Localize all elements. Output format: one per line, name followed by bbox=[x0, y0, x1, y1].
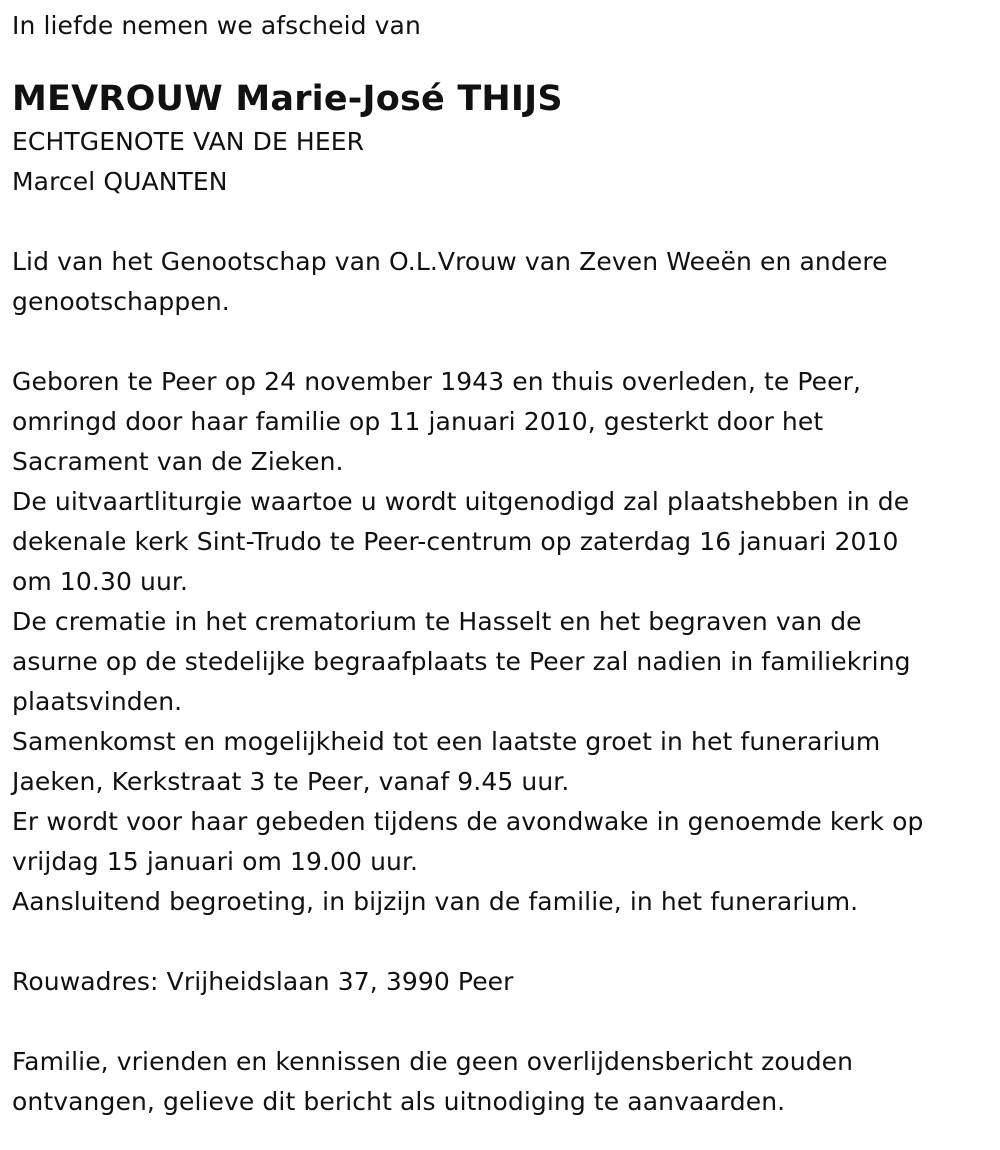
spouse-title: ECHTGENOTE VAN DE HEER bbox=[12, 127, 365, 156]
details-line: om 10.30 uur. bbox=[12, 567, 189, 596]
spouse-name: Marcel QUANTEN bbox=[12, 167, 228, 196]
intro-text: In liefde nemen we afscheid van bbox=[12, 11, 421, 40]
details-line: Aansluitend begroeting, in bijzijn van de familie, in het funerarium. bbox=[12, 887, 859, 916]
details-line: De crematie in het crematorium te Hasselt en het begraven van de bbox=[12, 607, 862, 636]
details-paragraph bbox=[12, 362, 988, 922]
closing-paragraph bbox=[12, 1042, 988, 1122]
details-line: vrijdag 15 januari om 19.00 uur. bbox=[12, 847, 419, 876]
membership-line: Lid van het Genootschap van O.L.Vrouw van Zeven Weeën en andere bbox=[12, 247, 888, 276]
spacer bbox=[12, 922, 988, 962]
details-line: Sacrament van de Zieken. bbox=[12, 447, 344, 476]
details-line: Geboren te Peer op 24 november 1943 en thuis overleden, te Peer, bbox=[12, 367, 862, 396]
spacer bbox=[12, 322, 988, 362]
details-line: asurne op de stedelijke begraafplaats te Peer zal nadien in familiekring bbox=[12, 647, 911, 676]
details-line: plaatsvinden. bbox=[12, 687, 183, 716]
details-line: Er wordt voor haar gebeden tijdens de avondwake in genoemde kerk op bbox=[12, 807, 924, 836]
closing-line: Familie, vrienden en kennissen die geen overlijdensbericht zouden bbox=[12, 1047, 854, 1076]
details-line: Jaeken, Kerkstraat 3 te Peer, vanaf 9.45 uur. bbox=[12, 767, 570, 796]
details-line: De uitvaartliturgie waartoe u wordt uitgenodigd zal plaatshebben in de bbox=[12, 487, 910, 516]
mourning-address: Rouwadres: Vrijheidslaan 37, 3990 Peer bbox=[12, 967, 514, 996]
closing-line: ontvangen, gelieve dit bericht als uitnodiging te aanvaarden. bbox=[12, 1087, 786, 1116]
details-line: dekenale kerk Sint-Trudo te Peer-centrum op zaterdag 16 januari 2010 bbox=[12, 527, 899, 556]
spacer bbox=[12, 1002, 988, 1042]
membership-paragraph bbox=[12, 242, 988, 322]
membership-line: genootschappen. bbox=[12, 287, 230, 316]
deceased-name: MEVROUW Marie-José THIJS bbox=[12, 79, 563, 119]
details-line: omringd door haar familie op 11 januari 2010, gesterkt door het bbox=[12, 407, 824, 436]
spacer bbox=[12, 202, 988, 242]
details-line: Samenkomst en mogelijkheid tot een laatste groet in het funerarium bbox=[12, 727, 881, 756]
